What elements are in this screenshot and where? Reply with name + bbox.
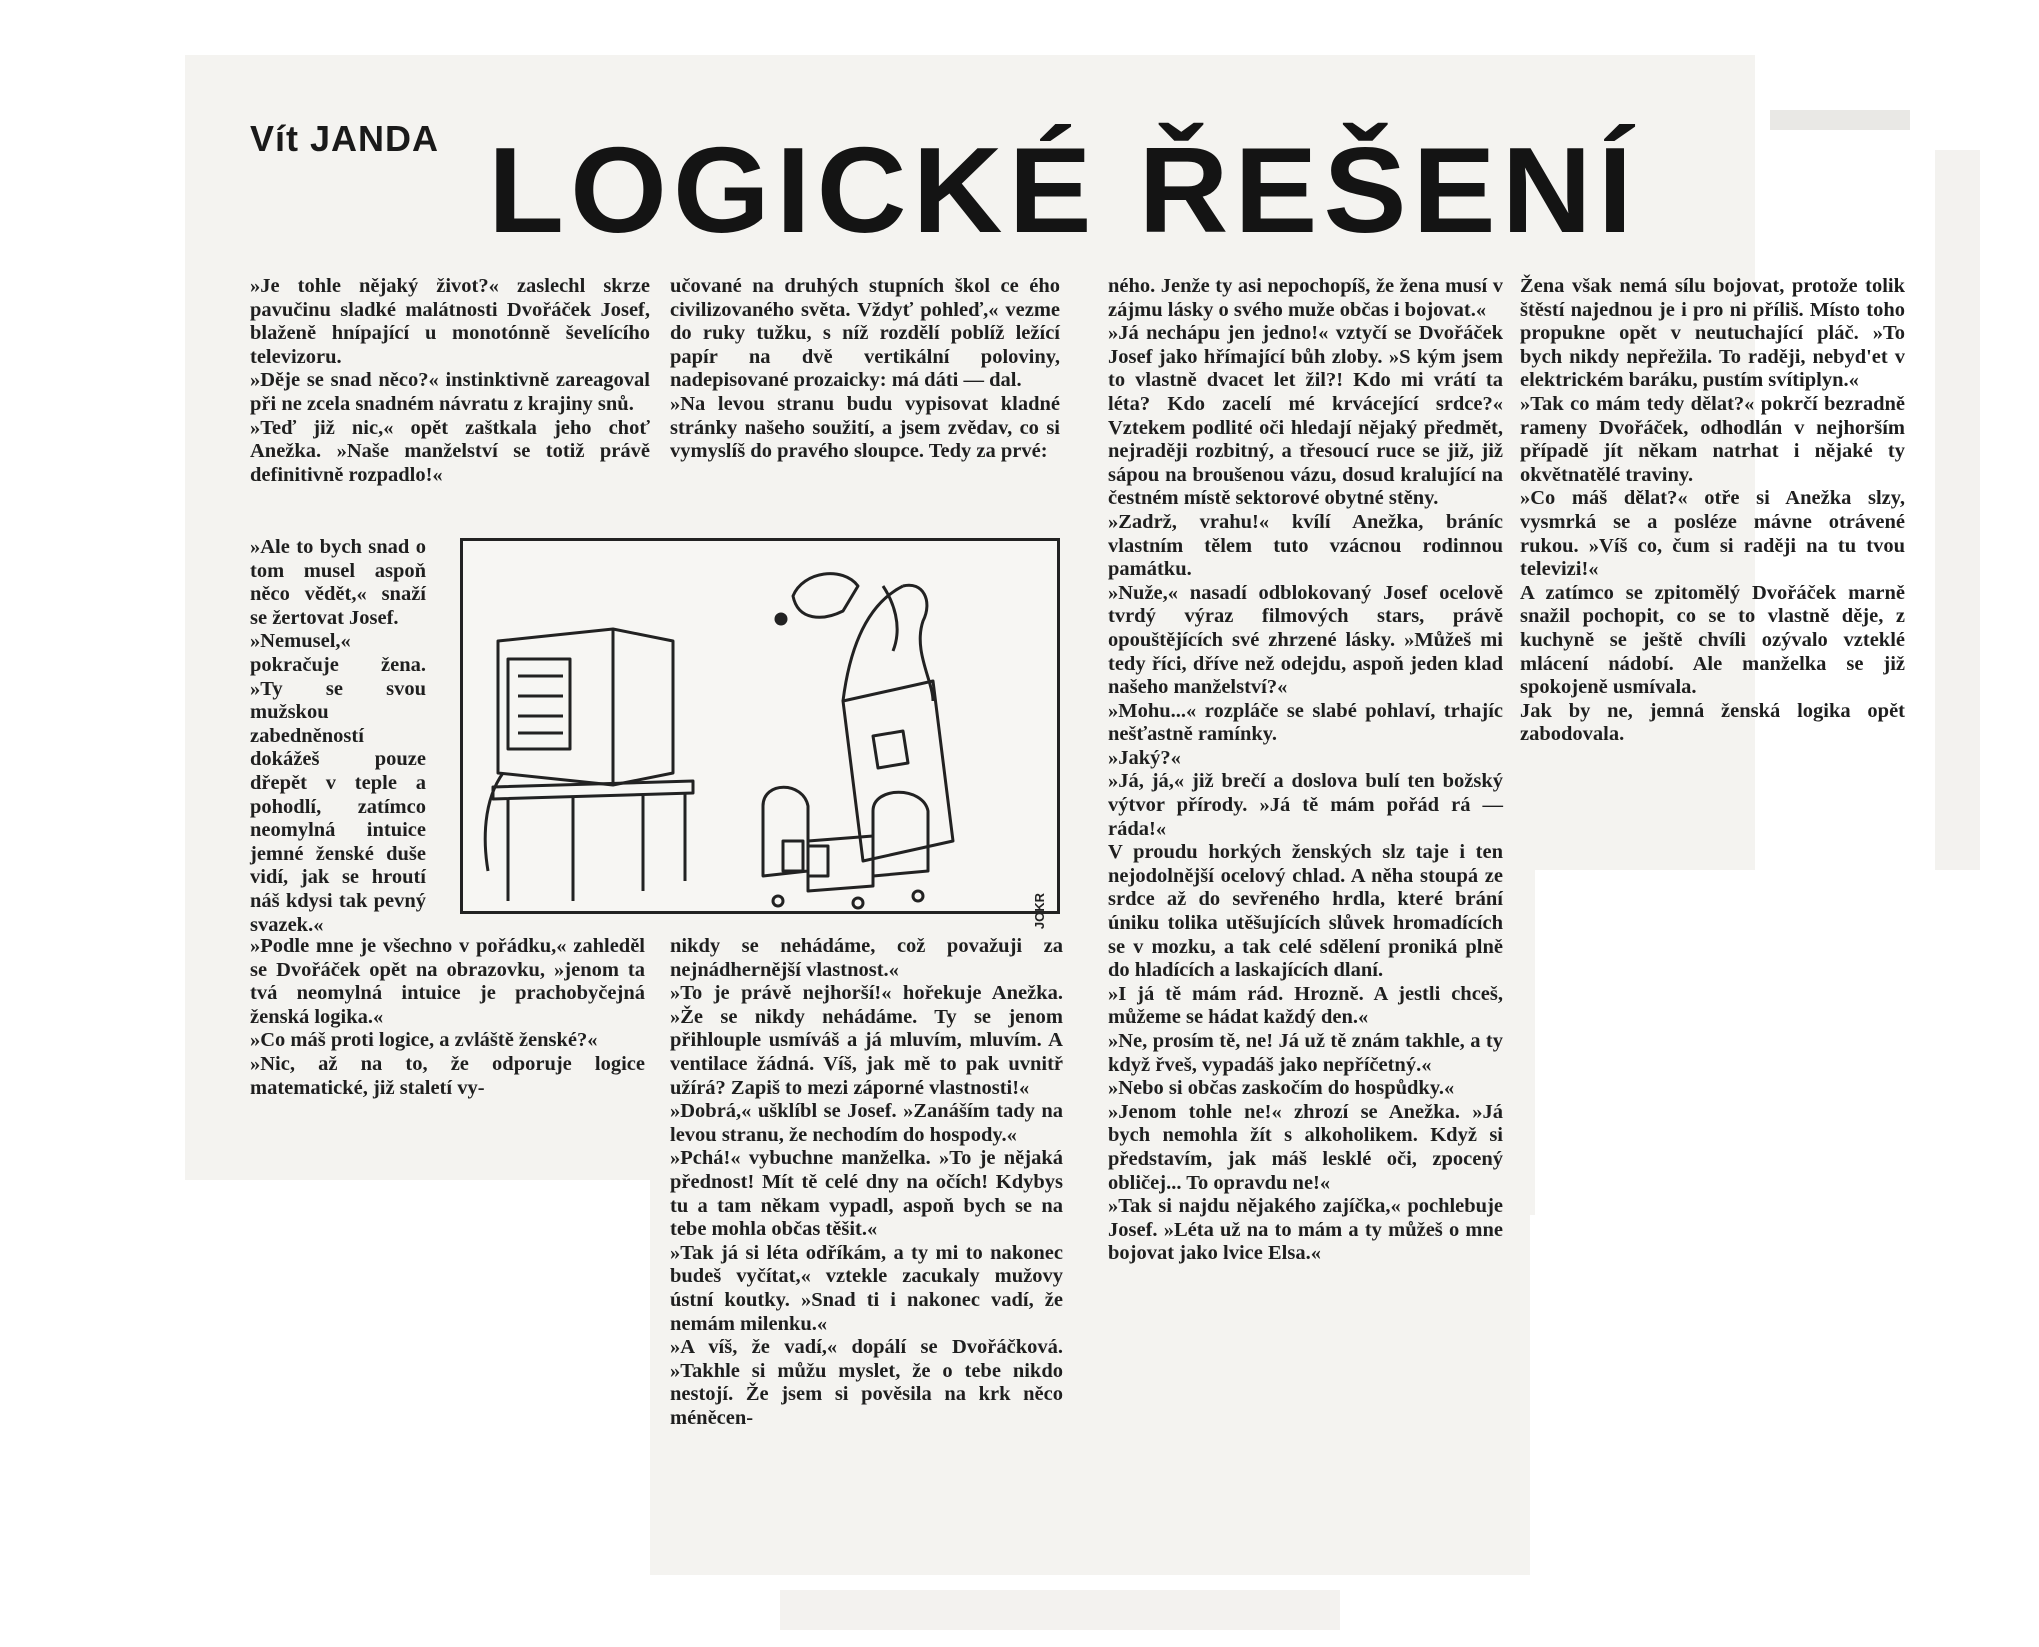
tv-table (493, 781, 693, 799)
column-1-bottom: »Podle mne je všechno v pořádku,« zahleděl se Dvořáček opět na obrazovku, »jenom ta tvá neomylná intuice je prachobyčejná ženská logika.« »Co máš proti logice, a zvláště ženské?« »Nic, až na to, že odporuje logice matematické, již staletí vy- (250, 935, 645, 1099)
author-byline: Vít JANDA (250, 118, 440, 159)
armchair-left-arm (763, 787, 808, 876)
column-2-top: učované na druhých stupních škol ce ého civilizovaného světa. Vždyť pohleď,« vezme do ruky tužku, s níž rozdělí poblíž ležící papír na dvě vertikální poloviny, nadepisované prozaicky: má dáti — dal. »Na levou stranu budu vypisovat kladné stránky našeho soužití, a jsem zvědav, co si vymyslíš do pravého sloupce. Tedy za prvé: (670, 275, 1060, 463)
cartoon-illustration (460, 538, 1060, 930)
column-4: Žena však nemá sílu bojovat, protože tolik štěstí najednou je i pro ni příliš. Místo toho propukne opět v neutuchající pláč. »To bych nikdy nepřežila. To raději, nebyd'et v elektrickém baráku, pustím svítiplyn.« »Tak co mám tedy dělat?« pokrčí bezradně rameny Dvořáček, odhodlán v nejhorším případě jít někam natrhat i nějaké ty okvětnatělé traviny. »Co máš dělat?« otře si Anežka slzy, vysmrká se a posléze mávne otrávené rukou. »Víš co, čum si raději na tu tvou televizi!« A zatímco se zpitomělý Dvořáček marně snažil pochopit, co se to vlastně děje, z kuchyně se ještě chvíli ozývalo vzteklé mlácení nádobí. Ale manželka se již spokojeně usmívala. Jak by ne, jemná ženská logika opět zabodovala. (1520, 275, 1905, 746)
column-2-bottom: nikdy se nehádáme, což považuji za nejnádhernější vlastnost.« »To je právě nejhorší!« hořekuje Anežka. »Že se nikdy nehádáme. Ty se jenom přihlouple usmíváš a já mluvím, mluvím. A ventilace žádná. Víš, jak mě to pak uvnitř užírá? Zapiš to mezi záporné vlastnosti!« »Dobrá,« ušklíbl se Josef. »Zanáším tady na levou stranu, že nechodím do hospody.« »Pchá!« vybuchne manželka. »To je nějaká přednost! Mít tě celé dny na očích! Kdybys tu a tam někam vypadl, aspoň bych se na tebe mohla občas těšit.« »Tak já si léta odříkám, a ty mi to nakonec budeš vyčítat,« vztekle zacukaly mužovy ústní koutky. »Snad ti i nakonec vadí, že nemám milenku.« »A víš, že vadí,« dopálí se Dvořáčková. »Takhle si můžu myslet, že o tebe nikdo nestojí. Že jsem si pověsila na krk něco méněcen- (670, 935, 1063, 1429)
clipping-cut-left (180, 1180, 650, 1647)
scan-shadow (780, 1590, 1340, 1630)
column-3: ného. Jenže ty asi nepochopíš, že žena musí v zájmu lásky o svého muže občas i bojovat.« »Já nechápu jen jedno!« vztyčí se Dvořáček Josef jako hřímající bůh zloby. »S kým jsem to vlastně dvacet let žil?! Kdo mi vrátí ta léta? Kdo zacelí mé krvácející srdce?« Vztekem podlité oči hledají nějaký předmět, nejraději rozbitný, a třesoucí ruce se již, již sápou na broušenou vázu, dosud kralující na čestném místě sektorové obytné stěny. »Zadrž, vrahu!« kvílí Anežka, bráníc vlastním tělem tuto vzácnou rodinnou památku. »Nuže,« nasadí odblokovaný Josef ocelově tvrdý výraz filmových stars, právě opouštějících své zhrzené lásky. »Můžeš mi tedy říci, dříve než odejdu, aspoň jeden klad našeho manželství?« »Mohu...« rozpláče se slabé pohlaví, trhajíc nešťastně ramínky. »Jaký?« »Já, já,« již brečí a doslova bulí ten božský výtvor přírody. »Já tě mám pořád rá — ráda!« V proudu horkých ženských slz taje i ten nejodolnější ocelový chlad. A něha stoupá ze srdce až do sevřeného hrdla, které brání úniku tolika utěšujících slůvek hromadících se v mozku, a tak celé sdělení proniká plně do hladících a laskajících dlaní. »I já tě mám rád. Hrozně. A jestli chceš, můžeme se hádat každý den.« »Ne, prosím tě, ne! Já už tě znám takhle, a ty když řveš, vypadáš jako nepříčetný.« »Nebo si občas zaskočím do hospůdky.« »Jenom tohle ne!« zhrozí se Anežka. »Já bych nemohla žít s alkoholikem. Když si představím, jak máš lesklé oči, zpocený obličej... To opravdu ne!« »Tak si najdu nějakého zajíčka,« pochlebuje Josef. »Léta už na to mám a ty můžeš o mne bojovat jako lvice Elsa.« (1108, 275, 1503, 1265)
lamp-icon (793, 574, 858, 618)
armchair-back (843, 681, 953, 861)
television-screen (508, 659, 570, 749)
column-1-top: »Je tohle nějaký život?« zaslechl skrze pavučinu sladké malátnosti Dvořáček Josef, blaženě hnípající u monotónně ševelícího televizoru. »Děje se snad něco?« instinktivně zareagoval při ne zcela snadném návratu z krajiny snů. »Teď již nic,« opět zaštkala jeho choť Anežka. »Naše manželství se totiž právě definitivně rozpadlo!« (250, 275, 650, 486)
armchair-right-arm (873, 792, 928, 876)
television-icon (498, 629, 673, 785)
article-headline: LOGICKÉ ŘEŠENÍ (488, 122, 1639, 258)
cartoon-drawing (463, 541, 1057, 911)
scan-shadow (1770, 110, 1910, 130)
column-1-narrow: »Ale to bych snad o tom musel aspoň něco vědět,« snaží se žertovat Josef. »Nemusel,« pokračuje žena. »Ty se svou mužskou zabedněností dokážeš pouze dřepět v teple a pohodlí, zatímco neomylná intuice jemné ženské duše vidí, jak se hroutí náš kdysi tak pevný svazek.« (250, 536, 426, 936)
clipping-cut-right (1535, 870, 2039, 1647)
cartoonist-signature: JOKR (1032, 893, 1047, 930)
scan-shadow (1935, 150, 1980, 870)
